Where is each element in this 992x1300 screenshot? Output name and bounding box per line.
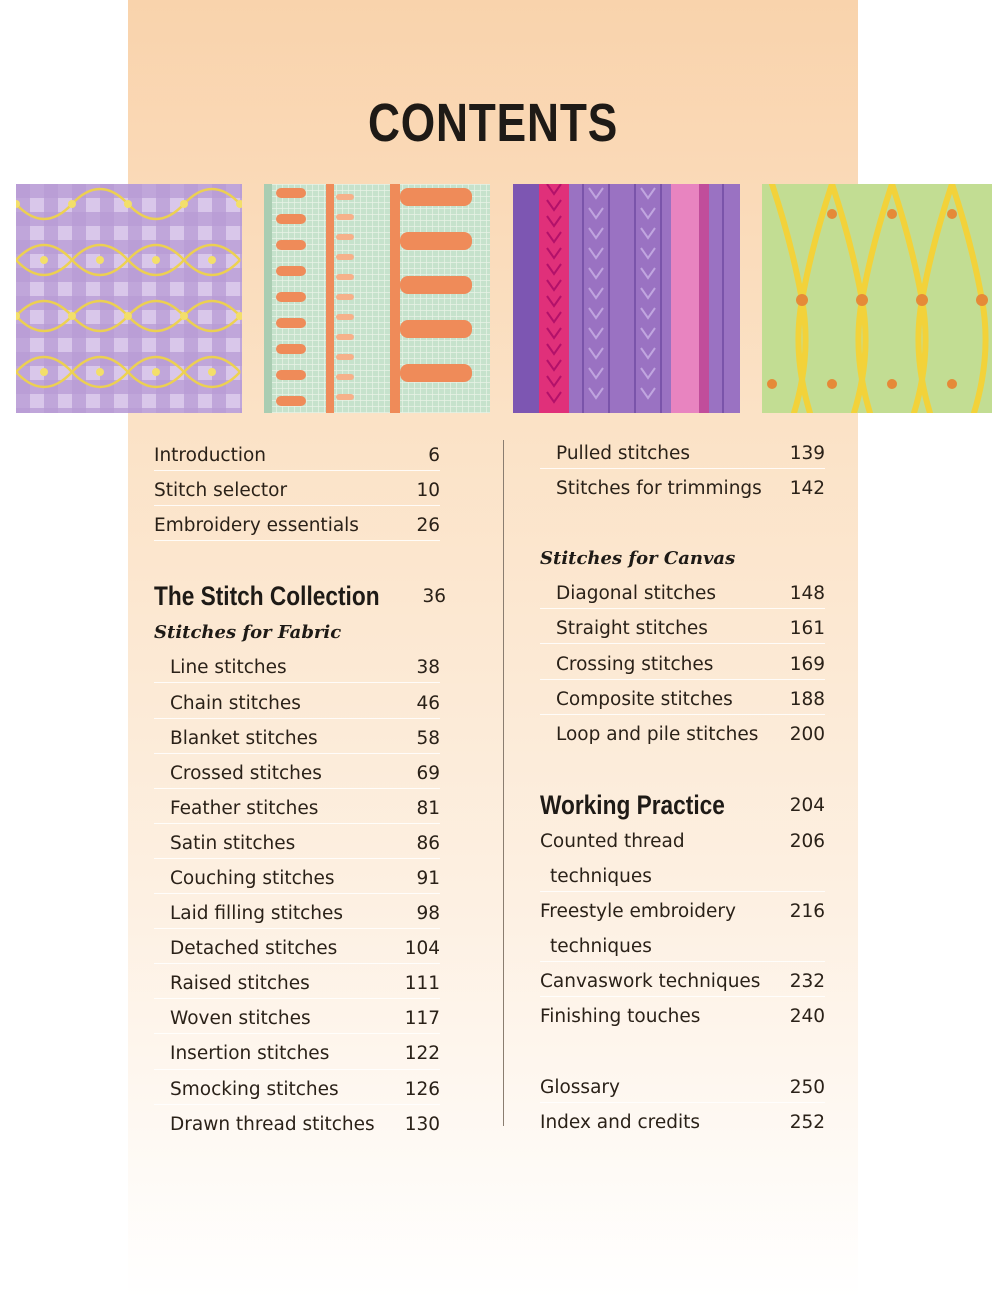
toc-entry-label: Embroidery essentials xyxy=(154,515,359,537)
subheading: Stitches for Fabric xyxy=(154,622,342,644)
toc-entry[interactable] xyxy=(154,473,440,508)
swatch-purple-smocking-image xyxy=(16,184,242,413)
toc-entry-label: Glossary xyxy=(540,1076,620,1098)
toc-entry-page: 26 xyxy=(416,515,440,537)
section-heading-label: The Stitch Collection xyxy=(154,581,380,612)
toc-entry-continuation[interactable] xyxy=(540,859,825,894)
toc-entry-continuation[interactable] xyxy=(540,929,825,964)
toc-entry-page: 104 xyxy=(404,938,440,960)
section-heading-label: Working Practice xyxy=(540,789,725,820)
toc-entry[interactable] xyxy=(154,438,440,473)
toc-entry-label: Loop and pile stitches xyxy=(556,723,759,745)
toc-entry-label: Line stitches xyxy=(170,657,287,679)
toc-entry[interactable] xyxy=(154,1036,440,1071)
swatch-orange-loops-image xyxy=(264,184,490,413)
toc-entry[interactable] xyxy=(154,791,440,826)
toc-entry-page: 206 xyxy=(789,830,825,852)
toc-entry-label: Insertion stitches xyxy=(170,1043,330,1065)
toc-entry-label: Drawn thread stitches xyxy=(170,1113,375,1135)
toc-entry-label: Blanket stitches xyxy=(170,727,318,749)
toc-entry[interactable] xyxy=(540,717,825,752)
toc-entry-page: 98 xyxy=(416,903,440,925)
swatch-knitted-stripes xyxy=(513,184,740,413)
toc-entry[interactable] xyxy=(540,576,825,611)
toc-entry-page: 38 xyxy=(416,657,440,679)
toc-entry-page: 252 xyxy=(789,1111,825,1133)
toc-entry-page: 250 xyxy=(789,1076,825,1098)
swatch-yellow-net-image xyxy=(762,184,992,413)
toc-entry-label: Couching stitches xyxy=(170,867,335,889)
toc-entry-page: 148 xyxy=(789,583,825,605)
toc-entry[interactable] xyxy=(540,1070,825,1105)
toc-entry-label: Straight stitches xyxy=(556,618,708,640)
toc-entry-label: Satin stitches xyxy=(170,832,296,854)
section-heading-page: 36 xyxy=(422,586,447,608)
toc-left-column xyxy=(154,438,447,1142)
toc-entry-page: 6 xyxy=(428,445,440,467)
toc-entry-label: Crossed stitches xyxy=(170,762,322,784)
toc-entry-label: Composite stitches xyxy=(556,688,733,710)
swatch-purple-smocking xyxy=(16,184,242,413)
toc-entry-label: Smocking stitches xyxy=(170,1078,339,1100)
toc-entry-page: 81 xyxy=(416,797,440,819)
toc-right-column xyxy=(540,436,825,1140)
toc-entry[interactable] xyxy=(540,894,825,929)
toc-entry-label: techniques xyxy=(550,865,652,887)
toc-entry-label: Crossing stitches xyxy=(556,653,714,675)
subheading: Stitches for Canvas xyxy=(540,548,736,570)
toc-entry-page: 122 xyxy=(404,1043,440,1065)
toc-entry-label: Freestyle embroidery xyxy=(540,901,736,923)
toc-entry-page: 130 xyxy=(404,1113,440,1135)
swatch-knitted-stripes-image xyxy=(513,184,740,413)
toc-entry-page: 142 xyxy=(789,478,825,500)
toc-entry-label: Pulled stitches xyxy=(556,443,691,465)
toc-entry[interactable] xyxy=(540,824,825,859)
toc-entry-label: Counted thread xyxy=(540,830,685,852)
toc-entry[interactable] xyxy=(154,826,440,861)
toc-entry-label: Laid filling stitches xyxy=(170,903,344,925)
section-heading[interactable] xyxy=(154,578,447,615)
toc-entry[interactable] xyxy=(540,611,825,646)
toc-entry-page: 10 xyxy=(416,480,440,502)
toc-entry[interactable] xyxy=(154,756,440,791)
toc-entry[interactable] xyxy=(154,650,440,685)
toc-entry[interactable] xyxy=(154,861,440,896)
swatch-orange-loops xyxy=(264,184,490,413)
toc-entry[interactable] xyxy=(154,896,440,931)
toc-entry-page: 232 xyxy=(789,971,825,993)
toc-entry-label: Chain stitches xyxy=(170,692,301,714)
toc-entry[interactable] xyxy=(540,682,825,717)
toc-entry[interactable] xyxy=(154,931,440,966)
toc-entry-page: 200 xyxy=(789,723,825,745)
toc-entry-page: 188 xyxy=(789,688,825,710)
toc-entry-page: 46 xyxy=(416,692,440,714)
toc-entry-page: 161 xyxy=(789,618,825,640)
toc-entry-label: techniques xyxy=(550,936,652,958)
toc-entry[interactable] xyxy=(540,1105,825,1140)
toc-entry[interactable] xyxy=(540,964,825,999)
toc-entry-page: 58 xyxy=(416,727,440,749)
toc-entry-label: Stitch selector xyxy=(154,480,288,502)
toc-entry-page: 69 xyxy=(416,762,440,784)
toc-entry-label: Stitches for trimmings xyxy=(556,478,762,500)
toc-entry-page: 86 xyxy=(416,832,440,854)
toc-entry-page: 216 xyxy=(789,901,825,923)
toc-entry[interactable] xyxy=(540,471,825,506)
toc-entry-label: Index and credits xyxy=(540,1111,701,1133)
toc-entry[interactable] xyxy=(540,646,825,681)
toc-entry[interactable] xyxy=(540,999,825,1034)
toc-entry[interactable] xyxy=(154,721,440,756)
toc-entry[interactable] xyxy=(154,685,440,720)
section-heading[interactable] xyxy=(540,787,825,824)
swatch-yellow-net xyxy=(762,184,992,413)
toc-entry-label: Raised stitches xyxy=(170,973,310,995)
toc-entry-page: 91 xyxy=(416,867,440,889)
toc-entry[interactable] xyxy=(154,1107,440,1142)
toc-entry[interactable] xyxy=(154,1072,440,1107)
toc-entry-page: 169 xyxy=(789,653,825,675)
toc-entry-label: Feather stitches xyxy=(170,797,319,819)
toc-entry[interactable] xyxy=(540,436,825,471)
toc-entry-page: 117 xyxy=(404,1008,440,1030)
section-heading-page: 204 xyxy=(789,794,825,816)
toc-entry-page: 111 xyxy=(404,973,440,995)
toc-entry-page: 240 xyxy=(789,1006,825,1028)
toc-entry[interactable] xyxy=(154,966,440,1001)
toc-entry[interactable] xyxy=(154,508,440,543)
toc-entry-label: Diagonal stitches xyxy=(556,583,717,605)
toc-entry-label: Woven stitches xyxy=(170,1008,311,1030)
toc-entry-label: Finishing touches xyxy=(540,1006,701,1028)
toc-entry-page: 139 xyxy=(789,443,825,465)
toc-entry-page: 126 xyxy=(404,1078,440,1100)
page-title: CONTENTS xyxy=(367,93,619,153)
toc-entry-label: Introduction xyxy=(154,445,267,467)
toc-entry-label: Detached stitches xyxy=(170,938,338,960)
toc-entry-label: Canvaswork techniques xyxy=(540,971,761,993)
toc-entry[interactable] xyxy=(154,1001,440,1036)
column-divider xyxy=(503,440,504,1126)
